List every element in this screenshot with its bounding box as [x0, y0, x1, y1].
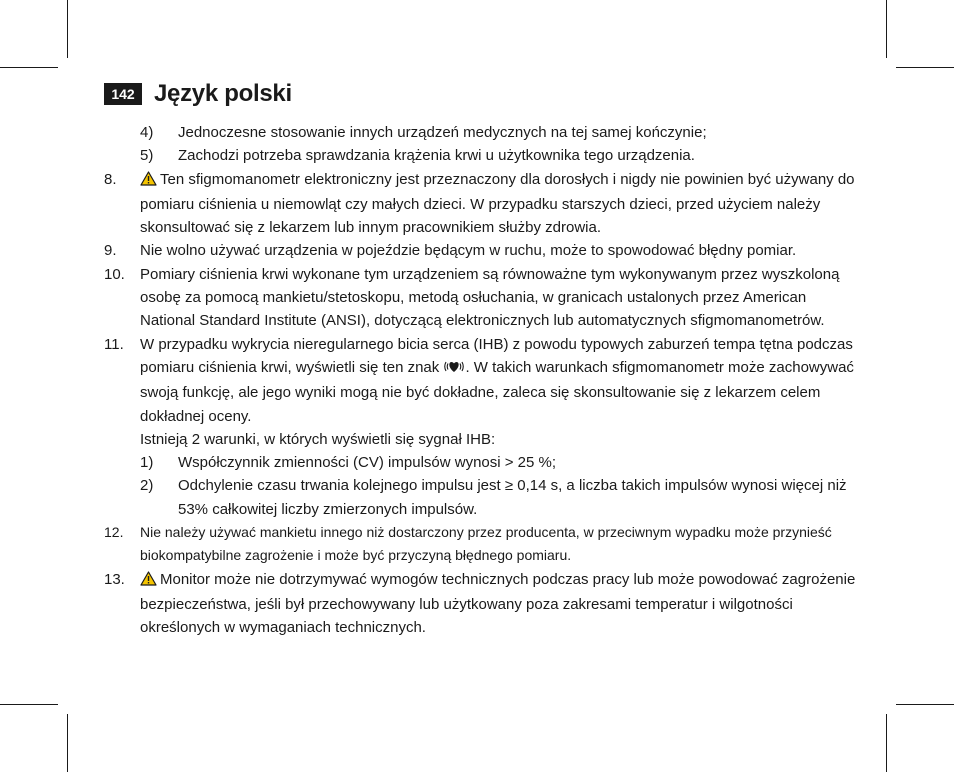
item-number: 8.	[104, 170, 117, 188]
item-text: Współczynnik zmienności (CV) impulsów wynosi > 25 %;	[178, 454, 557, 472]
item-number: 13.	[104, 570, 125, 588]
item-number: 12.	[104, 524, 124, 541]
page-title: Język polski	[154, 80, 292, 107]
page-number: 142	[104, 83, 142, 105]
warning-triangle-icon	[140, 170, 157, 193]
warning-triangle-icon	[140, 570, 157, 593]
list-item	[104, 568, 856, 640]
list-item	[104, 451, 856, 474]
list-item	[104, 144, 856, 167]
list-item	[104, 239, 856, 262]
crop-mark-top-left-vertical	[67, 0, 68, 58]
page-header	[104, 80, 292, 108]
crop-mark-top-left-horizontal	[0, 67, 58, 68]
list-item	[104, 168, 856, 240]
item-text-continued: . W takich warunkach sfigmomanometr może zachowywać swoją funkcję, ale jego wyniki mogą nie być dokładne, zaleca się skonsultowanie się z lekarzem celem dokładnej oceny.	[140, 358, 854, 425]
item-number: 10.	[104, 265, 125, 283]
item-number: 4)	[140, 124, 154, 141]
document-body	[104, 121, 856, 640]
crop-mark-top-right-vertical	[886, 0, 887, 58]
crop-mark-bottom-left-horizontal	[0, 704, 58, 705]
item-text: Nie wolno używać urządzenia w pojeździe będącym w ruchu, może to spowodować błędny pomiar.	[140, 242, 797, 260]
item-text: W przypadku wykrycia nieregularnego bicia serca (IHB) z powodu typowych zaburzeń tempa tętna podczas pomiaru ciśnienia krwi, wyświetli się ten znak	[140, 335, 853, 376]
item-text: Jednoczesne stosowanie innych urządzeń medycznych na tej samej kończynie;	[178, 124, 707, 141]
item-number: 9.	[104, 242, 117, 260]
list-item	[104, 121, 856, 144]
item-number: 2)	[140, 477, 154, 495]
list-item	[104, 333, 856, 428]
item-text: Zachodzi potrzeba sprawdzania krążenia krwi u użytkownika tego urządzenia.	[178, 147, 695, 165]
item-text: Ten sfigmomanometr elektroniczny jest przeznaczony dla dorosłych i nigdy nie powinien być używany do pomiaru ciśnienia u niemowląt czy małych dzieci. W przypadku starszych dzieci, przed użyciem należy skonsultować się z lekarzem lub innym pracownikiem służby zdrowia.	[140, 170, 855, 237]
list-item	[104, 474, 856, 521]
item-number: 1)	[140, 454, 154, 472]
crop-mark-top-right-horizontal	[896, 67, 954, 68]
item-text: Nie należy używać mankietu innego niż dostarczony przez producenta, w przeciwnym wypadku może przynieść biokompatybilne zagrożenie i może być przyczyną błędnego pomiaru.	[140, 524, 832, 564]
list-item	[104, 263, 856, 333]
item-number: 5)	[140, 147, 154, 165]
ihb-conditions-intro: Istnieją 2 warunki, w których wyświetli się sygnał IHB:	[140, 430, 496, 448]
item-text: Monitor może nie dotrzymywać wymogów technicznych podczas pracy lub może powodować zagrożenie bezpieczeństwa, jeśli był przechowywany lub użytkowany poza zakresami temperatur i wilgotności określonych w wymaganiach technicznych.	[140, 570, 856, 637]
item-text: Pomiary ciśnienia krwi wykonane tym urządzeniem są równoważne tym wykonywanym przez wyszkoloną osobę za pomocą mankietu/stetoskopu, metodą osłuchania, w granicach ustalonych przez American National Standard Institute (ANSI), dotyczącą elektronicznych lub automatycznych sfigmomanometrów.	[140, 265, 840, 330]
list-item	[104, 521, 856, 568]
crop-mark-bottom-right-horizontal	[896, 704, 954, 705]
crop-mark-bottom-left-vertical	[67, 714, 68, 772]
item-number: 11.	[104, 335, 124, 353]
irregular-heartbeat-icon	[443, 358, 465, 381]
crop-mark-bottom-right-vertical	[886, 714, 887, 772]
item-text: Odchylenie czasu trwania kolejnego impulsu jest ≥ 0,14 s, a liczba takich impulsów wynosi więcej niż 53% całkowitej liczby zmierzonych impulsów.	[178, 477, 847, 518]
